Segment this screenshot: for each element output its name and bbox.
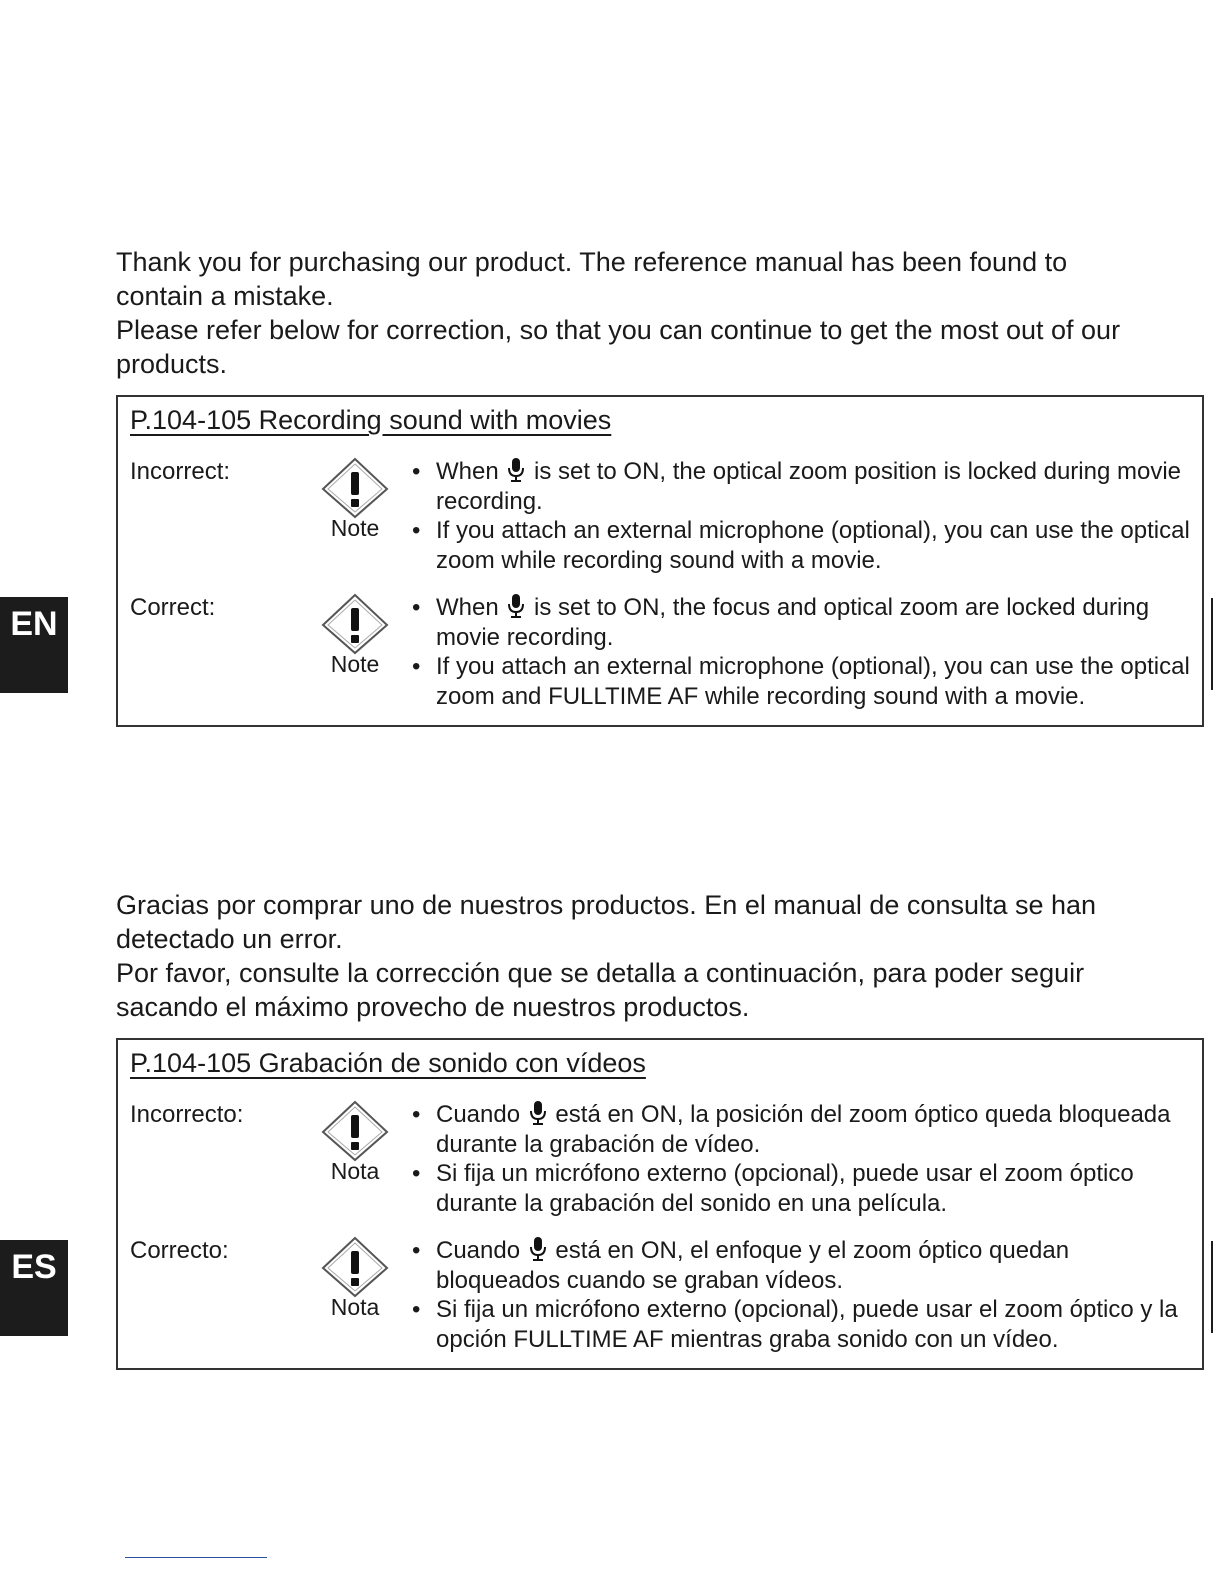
entry-label: Correcto: bbox=[130, 1237, 229, 1264]
note-block bbox=[310, 1236, 400, 1354]
intro-line: Thank you for purchasing our product. The reference manual has been found to bbox=[116, 247, 1068, 277]
bullet-item: • Si fija un micrófono externo (opcional), puede usar el zoom óptico y la opción FULLTIME AF mientras graba sonido con un vídeo. bbox=[410, 1295, 1190, 1354]
bullet-text: is set to ON, the optical zoom position is locked during movie recording. bbox=[436, 458, 1182, 515]
note-label: Nota bbox=[330, 1158, 380, 1184]
box-title: P.104-105 Recording sound with movies bbox=[130, 405, 612, 435]
entry-correct bbox=[130, 1236, 1190, 1354]
bullet-list bbox=[410, 1236, 1190, 1354]
correction-box bbox=[116, 1038, 1204, 1370]
edge-marker-en bbox=[1211, 598, 1213, 690]
bullet-item bbox=[410, 1236, 1190, 1295]
microphone-icon bbox=[507, 457, 525, 483]
bullet-text: Cuando bbox=[436, 1237, 521, 1264]
microphone-icon bbox=[529, 1236, 547, 1262]
bullet-item bbox=[410, 593, 1190, 652]
correction-box bbox=[116, 395, 1204, 727]
entry-incorrect bbox=[130, 457, 1190, 575]
intro-paragraph bbox=[116, 888, 1204, 1024]
bullet-item: • If you attach an external microphone (optional), you can use the optical zoom and FULLTIME AF while recording sound with a movie. bbox=[410, 652, 1190, 711]
bullet-text: When bbox=[436, 594, 499, 621]
bullet-item bbox=[410, 457, 1190, 516]
warning-note-icon bbox=[321, 593, 389, 655]
intro-line: detectado un error. bbox=[116, 924, 343, 954]
bullet-list bbox=[410, 457, 1190, 575]
bullet-list bbox=[410, 593, 1190, 711]
section-en bbox=[116, 245, 1204, 727]
note-block bbox=[310, 457, 400, 575]
box-title: P.104-105 Grabación de sonido con vídeos bbox=[130, 1048, 646, 1078]
section-es bbox=[116, 888, 1204, 1370]
lang-tab-es: ES bbox=[0, 1240, 68, 1336]
microphone-icon bbox=[529, 1100, 547, 1126]
warning-note-icon bbox=[321, 1100, 389, 1162]
bullet-item: • Si fija un micrófono externo (opcional), puede usar el zoom óptico durante la grabación del sonido en una película. bbox=[410, 1159, 1190, 1218]
bullet-text: está en ON, la posición del zoom óptico queda bloqueada durante la grabación de vídeo. bbox=[436, 1101, 1171, 1158]
entry-label: Correct: bbox=[130, 594, 216, 621]
bullet-text: is set to ON, the focus and optical zoom are locked during movie recording. bbox=[436, 594, 1150, 651]
intro-line: products. bbox=[116, 349, 228, 379]
footer-rule bbox=[125, 1557, 267, 1558]
bullet-text: Cuando bbox=[436, 1101, 521, 1128]
warning-note-icon bbox=[321, 457, 389, 519]
entry-incorrect bbox=[130, 1100, 1190, 1218]
bullet-item bbox=[410, 1100, 1190, 1159]
entry-label: Incorrect: bbox=[130, 458, 231, 485]
bullet-list bbox=[410, 1100, 1190, 1218]
note-label: Note bbox=[330, 515, 380, 541]
edge-marker-es bbox=[1211, 1241, 1213, 1333]
intro-paragraph bbox=[116, 245, 1204, 381]
note-block bbox=[310, 1100, 400, 1218]
intro-line: sacando el máximo provecho de nuestros productos. bbox=[116, 992, 750, 1022]
note-label: Note bbox=[330, 651, 380, 677]
bullet-text: When bbox=[436, 458, 499, 485]
intro-line: Gracias por comprar uno de nuestros productos. En el manual de consulta se han bbox=[116, 890, 1097, 920]
warning-note-icon bbox=[321, 1236, 389, 1298]
intro-line: Please refer below for correction, so that you can continue to get the most out of our bbox=[116, 315, 1121, 345]
bullet-text: está en ON, el enfoque y el zoom óptico quedan bloqueados cuando se graban vídeos. bbox=[436, 1237, 1070, 1294]
note-label: Nota bbox=[330, 1294, 380, 1320]
microphone-icon bbox=[507, 593, 525, 619]
intro-line: contain a mistake. bbox=[116, 281, 334, 311]
lang-tab-en: EN bbox=[0, 597, 68, 693]
intro-line: Por favor, consulte la corrección que se detalla a continuación, para poder seguir bbox=[116, 958, 1085, 988]
bullet-item: • If you attach an external microphone (optional), you can use the optical zoom while recording sound with a movie. bbox=[410, 516, 1190, 575]
entry-correct bbox=[130, 593, 1190, 711]
entry-label: Incorrecto: bbox=[130, 1101, 244, 1128]
note-block bbox=[310, 593, 400, 711]
